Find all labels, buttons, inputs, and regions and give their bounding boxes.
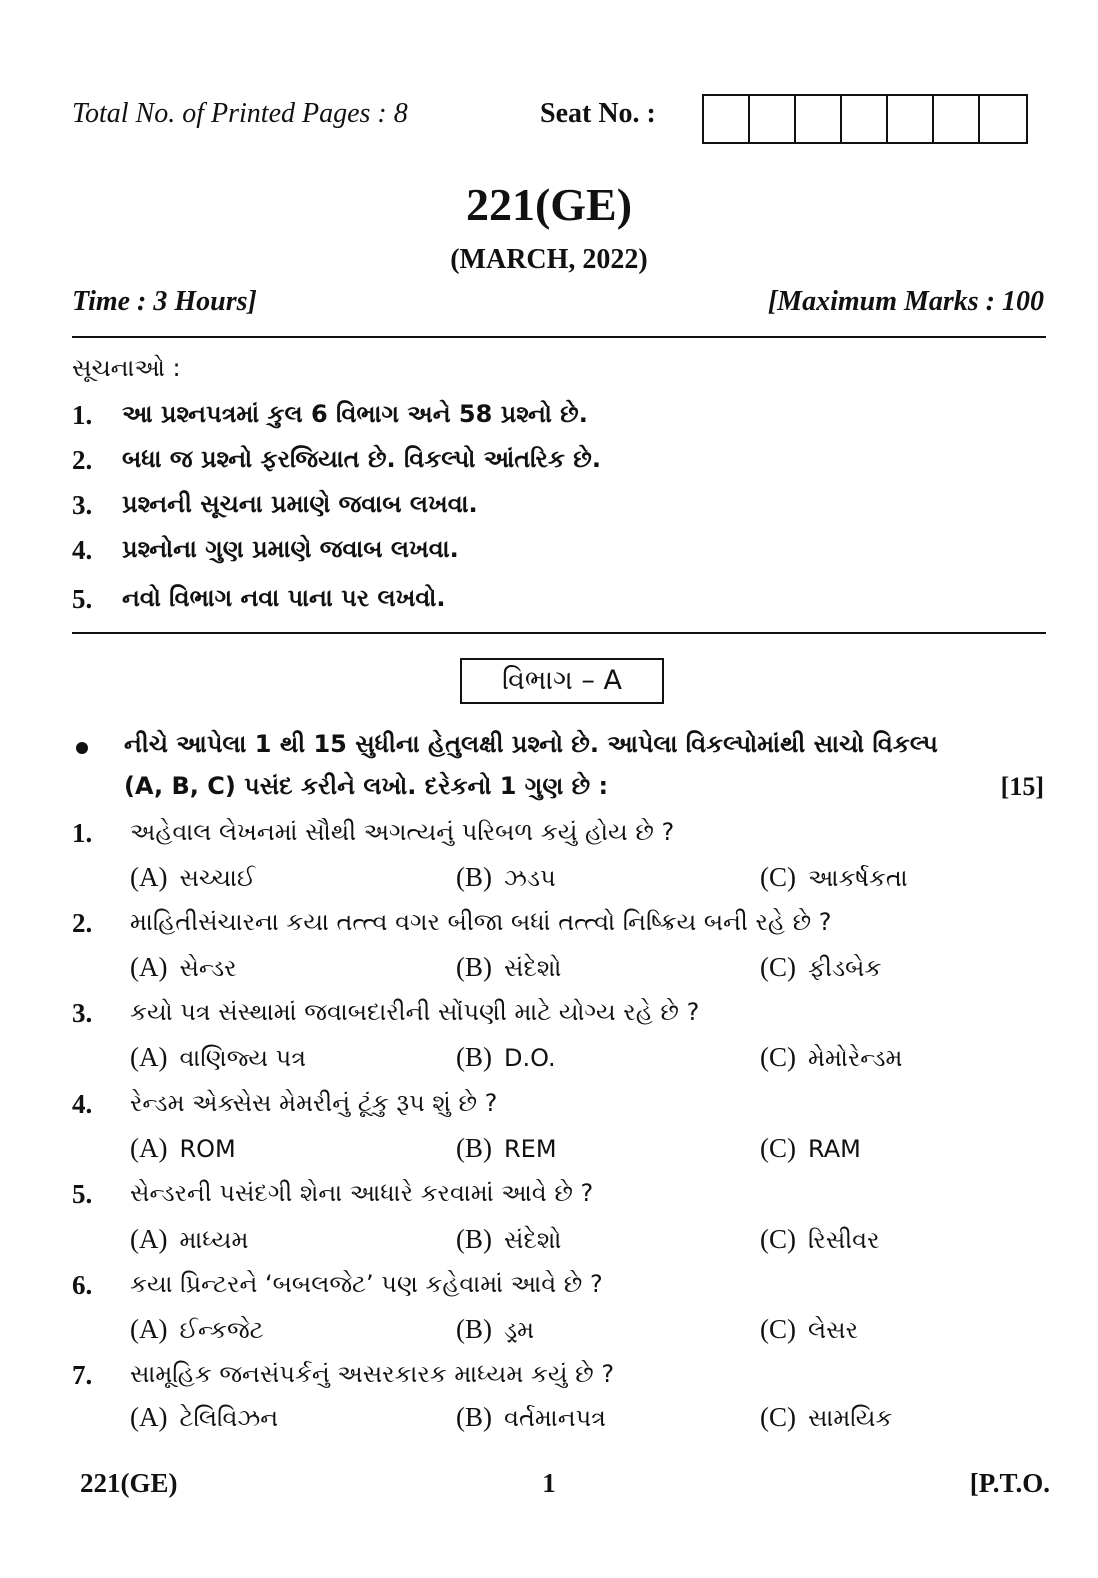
- option-text: આકર્ષકતા: [808, 864, 908, 892]
- option-key: (B): [456, 1042, 492, 1072]
- question: [72, 908, 832, 939]
- instruction-number: 1.: [72, 400, 93, 430]
- instructions-title: સૂચનાઓ :: [72, 354, 181, 382]
- option-c: [760, 1224, 880, 1255]
- option-text: સામયિક: [808, 1404, 893, 1432]
- option-c: [760, 1402, 892, 1433]
- option-c: [760, 1042, 902, 1073]
- option-text: ROM: [179, 1135, 236, 1163]
- max-marks-label: [Maximum Marks : 100: [767, 286, 1044, 317]
- question-text: કયો પત્ર સંસ્થામાં જવાબદારીની સોંપણી માટે યોગ્ય રહે છે ?: [130, 998, 700, 1026]
- option-key: (B): [456, 1314, 492, 1344]
- instruction-item: [72, 584, 445, 615]
- question-text: સેન્ડરની પસંદગી શેના આધારે કરવામાં આવે છે ?: [130, 1179, 594, 1207]
- option-b: [456, 1224, 561, 1255]
- option-key: (A): [130, 1224, 168, 1254]
- instruction-item: [72, 400, 588, 431]
- option-b: [456, 1402, 606, 1433]
- instruction-number: 4.: [72, 535, 93, 565]
- question-number: 4.: [72, 1089, 93, 1119]
- option-a: [130, 1133, 236, 1164]
- question-number: 7.: [72, 1360, 93, 1390]
- seat-box[interactable]: [704, 96, 750, 142]
- option-text: સંદેશો: [504, 1226, 562, 1254]
- option-key: (B): [456, 1224, 492, 1254]
- option-text: લેસર: [808, 1316, 858, 1344]
- instruction-text: પ્રશ્નની સૂચના પ્રમાણે જવાબ લખવા.: [122, 490, 478, 518]
- option-key: (C): [760, 1042, 796, 1072]
- question-text: માહિતીસંચારના કયા તત્ત્વ વગર બીજા બધાં તત્ત્વો નિષ્ક્રિય બની રહે છે ?: [130, 908, 832, 936]
- instruction-text: પ્રશ્નોના ગુણ પ્રમાણે જવાબ લખવા.: [122, 535, 459, 563]
- option-c: [760, 952, 881, 983]
- question: [72, 1179, 593, 1210]
- seat-box[interactable]: [842, 96, 888, 142]
- instruction-item: [72, 445, 601, 476]
- option-text: D.O.: [504, 1044, 556, 1072]
- option-b: [456, 862, 556, 893]
- option-key: (B): [456, 1133, 492, 1163]
- question: [72, 1360, 614, 1391]
- option-text: માધ્યમ: [179, 1226, 249, 1254]
- question-text: કયા પ્રિન્ટરને ‘બબલજેટ’ પણ કહેવામાં આવે છે ?: [130, 1270, 603, 1298]
- seat-box[interactable]: [888, 96, 934, 142]
- seat-box[interactable]: [934, 96, 980, 142]
- option-key: (C): [760, 1314, 796, 1344]
- option-a: [130, 952, 237, 983]
- section-marks: [15]: [1000, 772, 1044, 801]
- option-b: [456, 1042, 556, 1073]
- option-key: (C): [760, 862, 796, 892]
- option-key: (A): [130, 952, 168, 982]
- please-turn-over: [P.T.O.: [969, 1468, 1050, 1498]
- option-key: (A): [130, 862, 168, 892]
- question-number: 1.: [72, 818, 93, 848]
- option-key: (B): [456, 952, 492, 982]
- instruction-number: 2.: [72, 445, 93, 475]
- section-instructions-line2: (A, B, C) પસંદ કરીને લખો. દરેકનો 1 ગુણ છે :: [124, 772, 609, 800]
- footer-paper-code: 221(GE): [80, 1468, 178, 1498]
- option-text: સચ્ચાઈ: [179, 864, 256, 892]
- instruction-item: [72, 490, 478, 521]
- option-text: ફીડબેક: [808, 954, 882, 982]
- option-text: REM: [504, 1135, 557, 1163]
- option-a: [130, 1042, 306, 1073]
- divider: [72, 632, 1046, 634]
- section-title: વિભાગ – A: [460, 658, 664, 704]
- option-text: મેમોરેન્ડમ: [808, 1044, 903, 1072]
- option-key: (A): [130, 1133, 168, 1163]
- option-text: ઝડપ: [504, 864, 556, 892]
- question: [72, 818, 674, 849]
- seat-number-label: Seat No. :: [540, 98, 656, 129]
- instruction-text: બધા જ પ્રશ્નો ફરજિયાત છે. વિકલ્પો આંતરિક છે.: [122, 445, 601, 473]
- divider: [72, 336, 1046, 338]
- option-text: સેન્ડર: [179, 954, 237, 982]
- total-pages-label: Total No. of Printed Pages : 8: [72, 98, 408, 129]
- option-b: [456, 1314, 534, 1345]
- option-b: [456, 952, 561, 983]
- option-c: [760, 1314, 858, 1345]
- bullet-icon: [72, 736, 94, 758]
- option-c: [760, 1133, 861, 1164]
- page-number: 1: [542, 1468, 556, 1498]
- seat-box[interactable]: [980, 96, 1026, 142]
- instruction-text: નવો વિભાગ નવા પાના પર લખવો.: [122, 584, 446, 612]
- question-number: 2.: [72, 908, 93, 938]
- question: [72, 998, 699, 1029]
- exam-date: (MARCH, 2022): [450, 244, 648, 275]
- option-key: (C): [760, 1224, 796, 1254]
- option-text: રિસીવર: [808, 1226, 880, 1254]
- instruction-text: આ પ્રશ્નપત્રમાં કુલ 6 વિભાગ અને 58 પ્રશ્નો છે.: [122, 400, 588, 428]
- option-a: [130, 862, 255, 893]
- seat-box[interactable]: [796, 96, 842, 142]
- instruction-number: 3.: [72, 490, 93, 520]
- instruction-item: [72, 535, 459, 566]
- option-a: [130, 1224, 248, 1255]
- option-text: વર્તમાનપત્ર: [504, 1404, 606, 1432]
- option-key: (B): [456, 862, 492, 892]
- question-text: રેન્ડમ એક્સેસ મેમરીનું ટૂંકુ રૂપ શું છે ?: [130, 1089, 498, 1117]
- seat-box[interactable]: [750, 96, 796, 142]
- option-key: (B): [456, 1402, 492, 1432]
- option-key: (A): [130, 1314, 168, 1344]
- option-text: સંદેશો: [504, 954, 562, 982]
- section-instructions-line1: નીચે આપેલા 1 થી 15 સુધીના હેતુલક્ષી પ્રશ્નો છે. આપેલા વિકલ્પોમાંથી સાચો વિકલ્પ: [124, 730, 938, 758]
- option-key: (C): [760, 1402, 796, 1432]
- instruction-number: 5.: [72, 584, 93, 614]
- option-b: [456, 1133, 557, 1164]
- paper-code: 221(GE): [465, 179, 633, 230]
- option-text: RAM: [808, 1135, 861, 1163]
- option-key: (A): [130, 1402, 168, 1432]
- time-label: Time : 3 Hours]: [72, 286, 257, 317]
- question-text: સામૂહિક જનસંપર્કનું અસરકારક માધ્યમ કયું છે ?: [130, 1360, 615, 1388]
- question: [72, 1270, 603, 1301]
- option-key: (C): [760, 1133, 796, 1163]
- option-text: ડ્રમ: [504, 1316, 535, 1344]
- question-number: 3.: [72, 998, 93, 1028]
- question-text: અહેવાલ લેખનમાં સૌથી અગત્યનું પરિબળ કયું હોય છે ?: [130, 818, 675, 846]
- option-text: ટેલિવિઝન: [179, 1404, 279, 1432]
- question: [72, 1089, 497, 1120]
- question-number: 6.: [72, 1270, 93, 1300]
- option-c: [760, 862, 908, 893]
- option-a: [130, 1314, 264, 1345]
- option-a: [130, 1402, 278, 1433]
- option-key: (A): [130, 1042, 168, 1072]
- seat-number-boxes[interactable]: [702, 94, 1028, 144]
- option-key: (C): [760, 952, 796, 982]
- option-text: ઈન્કજેટ: [179, 1316, 264, 1344]
- option-text: વાણિજ્ય પત્ર: [179, 1044, 306, 1072]
- question-number: 5.: [72, 1179, 93, 1209]
